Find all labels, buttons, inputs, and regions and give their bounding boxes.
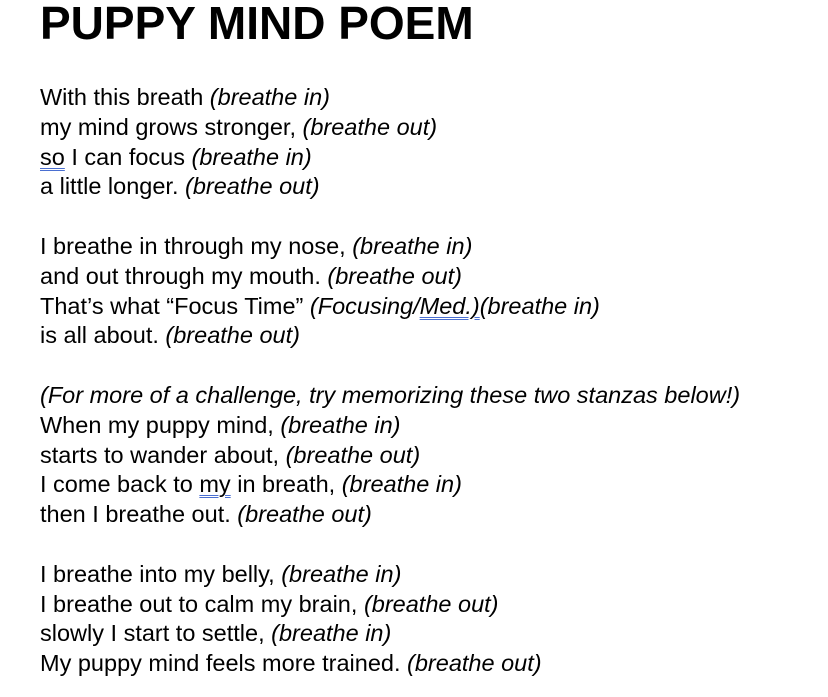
poem-line [40,321,828,351]
breath-cue: (breathe out) [363,590,499,617]
challenge-note: (For more of a challenge, try memorizing these two stanzas below!) [40,381,741,408]
breath-cue: (breathe in) [280,411,401,438]
line-text: slowly I start to settle, [40,620,272,647]
breath-cue: (breathe out) [185,173,320,200]
grammar-flag[interactable]: so [40,143,65,170]
breath-cue: (breathe in) [209,84,330,110]
grammar-flag[interactable]: my [199,471,231,498]
poem-line [40,500,828,530]
poem-line [40,649,828,679]
poem-line [40,143,828,173]
breath-cue: (breathe in) [281,560,402,587]
breath-cue: (breathe out) [407,650,542,677]
poem-line [40,560,828,590]
line-text: With this breath [40,84,210,110]
breath-cue: (breathe in) [341,471,462,498]
line-text: a little longer. [40,173,186,200]
poem-line [40,172,828,202]
poem-line [40,441,828,471]
line-text: My puppy mind feels more trained. [40,650,408,677]
poem-line [40,470,828,500]
stanza-break [40,530,828,560]
breath-cue: (breathe in) [271,620,392,647]
breath-cue: (breathe out) [165,322,300,349]
line-text: When my puppy mind, [40,411,281,438]
breath-cue: (Focusing/ [309,292,420,319]
breath-cue: (breathe in) [191,143,312,170]
breath-cue: (breathe out) [237,501,372,528]
stanza-break [40,202,828,232]
breath-cue: (breathe out) [285,441,421,468]
line-text: I breathe out to calm my brain, [40,590,364,617]
line-text: That’s what “Focus Time” [40,292,310,319]
line-text: is all about. [40,322,166,349]
page-title: PUPPY MIND POEM [40,0,474,49]
line-text: and out through my mouth. [40,262,328,289]
poem-line [40,292,828,322]
grammar-flag[interactable]: Med.) [419,292,480,319]
line-text: in breath, [230,471,342,498]
poem-line [40,113,828,143]
poem-line [40,411,828,441]
poem-line [40,83,828,113]
line-text: I come back to [40,471,200,498]
breath-cue: (breathe out) [302,113,438,140]
poem-body [40,83,828,679]
poem-line [40,590,828,620]
line-text: then I breathe out. [40,501,238,528]
line-text: my mind grows stronger, [40,113,303,140]
breath-cue: (breathe out) [327,262,462,289]
line-text: I breathe into my belly, [40,560,282,587]
poem-line [40,619,828,649]
document-page [40,0,828,679]
line-text: I breathe in through my nose, [40,232,353,259]
poem-line [40,232,828,262]
stanza-break [40,351,828,381]
poem-line [40,262,828,292]
breath-cue: (breathe in) [352,232,473,259]
breath-cue: (breathe in) [479,292,600,319]
line-text: I can focus [64,143,192,170]
line-text: starts to wander about, [40,441,286,468]
